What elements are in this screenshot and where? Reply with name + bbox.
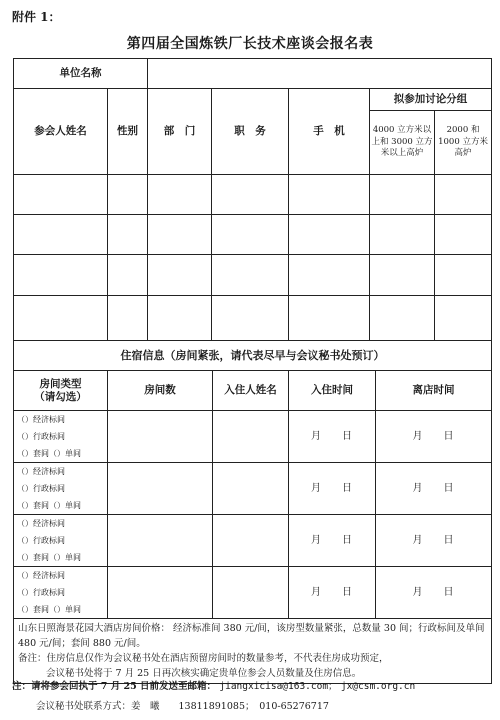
room-type-options [14,515,108,567]
position-cell[interactable] [212,296,289,341]
email-primary[interactable]: jiangxicisa@163.com； [219,681,338,692]
attachment-label: 附件 1： [12,10,61,24]
checkout-date-cell[interactable] [376,463,492,515]
group-option-small-furnace: 2000 和 1000 立方米高炉 [435,111,492,175]
attendee-name-cell[interactable] [14,296,108,341]
attendee-row [14,255,492,296]
registration-table [13,58,492,341]
accommodation-table [13,340,492,684]
accommodation-row [14,411,492,463]
col-room-type-label: 房间类型 [39,377,82,390]
gender-cell[interactable] [108,255,148,296]
phone-cell[interactable] [289,255,370,296]
checkin-date-cell[interactable] [289,411,376,463]
accommodation-row [14,515,492,567]
group-a-cell[interactable] [370,215,435,255]
col-attendee-name: 参会人姓名 [14,89,108,175]
form-title: 第四届全国炼铁厂长技术座谈会报名表 [126,36,374,52]
hotel-notes [14,619,492,684]
day-label: 日 [443,482,455,494]
hotel-price-line: 山东日照海景花园大酒店房间价格： 经济标准间 380 元/间，该房型数量紧张，总数量 30 间；行政标间及单间 480 元/间；套间 880 元/间。 [18,623,485,649]
guest-name-cell[interactable] [213,567,289,619]
accommodation-row [14,567,492,619]
department-cell[interactable] [148,215,212,255]
department-cell[interactable] [148,296,212,341]
checkin-date-cell[interactable] [289,515,376,567]
group-a-cell[interactable] [370,296,435,341]
room-option-suite-single[interactable]: （）套间（）单间 [17,605,81,614]
month-label: 月 [412,586,424,598]
checkout-date-cell[interactable] [376,515,492,567]
email-secondary[interactable]: jx@csm.org.cn [340,681,416,692]
phone-cell[interactable] [289,175,370,215]
room-type-options [14,567,108,619]
department-cell[interactable] [148,255,212,296]
room-type-options [14,411,108,463]
attendee-name-cell[interactable] [14,255,108,296]
accommodation-section-title: 住宿信息（房间紧张，请代表尽早与会议秘书处预订） [14,341,492,371]
phone-cell[interactable] [289,296,370,341]
col-department: 部 门 [148,89,212,175]
room-option-executive[interactable]: （）行政标间 [17,588,65,597]
room-option-suite-single[interactable]: （）套间（）单间 [17,501,81,510]
room-option-economy[interactable]: （）经济标间 [17,415,65,424]
position-cell[interactable] [212,215,289,255]
room-option-economy[interactable]: （）经济标间 [17,519,65,528]
room-option-executive[interactable]: （）行政标间 [17,536,65,545]
unit-name-label: 单位名称 [14,59,148,89]
month-label: 月 [311,430,322,442]
department-cell[interactable] [148,175,212,215]
room-option-executive[interactable]: （）行政标间 [17,432,65,441]
gender-cell[interactable] [108,296,148,341]
group-b-cell[interactable] [435,255,492,296]
guest-name-cell[interactable] [213,463,289,515]
accommodation-row [14,463,492,515]
room-option-executive[interactable]: （）行政标间 [17,484,65,493]
col-gender: 性别 [108,89,148,175]
gender-cell[interactable] [108,215,148,255]
attendee-name-cell[interactable] [14,175,108,215]
col-phone: 手 机 [289,89,370,175]
room-option-economy[interactable]: （）经济标间 [17,467,65,476]
col-position: 职 务 [212,89,289,175]
room-option-suite-single[interactable]: （）套间（）单间 [17,553,81,562]
group-a-cell[interactable] [370,255,435,296]
day-label: 日 [342,586,353,598]
room-count-cell[interactable] [108,567,213,619]
month-label: 月 [412,482,424,494]
month-label: 月 [412,534,424,546]
position-cell[interactable] [212,255,289,296]
remark-line: 备注：住房信息仅作为会议秘书处在酒店预留房间时的数量参考，不代表住房成功预定， [18,653,389,664]
room-option-suite-single[interactable]: （）套间（）单间 [17,449,81,458]
room-count-cell[interactable] [108,411,213,463]
attendee-row [14,296,492,341]
room-count-cell[interactable] [108,515,213,567]
room-count-cell[interactable] [108,463,213,515]
month-label: 月 [412,430,424,442]
checkin-date-cell[interactable] [289,567,376,619]
group-option-large-furnace: 4000 立方米以上和 3000 立方米以上高炉 [370,111,435,175]
remark-line-2: 会议秘书处将于 7 月 25 日再次核实确定贵单位参会人员数量及住房信息。 [46,668,362,679]
day-label: 日 [342,430,353,442]
col-checkin: 入住时间 [289,371,376,411]
checkout-date-cell[interactable] [376,567,492,619]
group-b-cell[interactable] [435,296,492,341]
position-cell[interactable] [212,175,289,215]
attendee-name-cell[interactable] [14,215,108,255]
guest-name-cell[interactable] [213,515,289,567]
col-room-count: 房间数 [108,371,213,411]
guest-name-cell[interactable] [213,411,289,463]
unit-name-field[interactable] [148,59,492,89]
month-label: 月 [311,586,322,598]
day-label: 日 [342,482,353,494]
room-type-options [14,463,108,515]
attendee-row [14,215,492,255]
col-checkout: 离店时间 [376,371,492,411]
phone-cell[interactable] [289,215,370,255]
group-b-cell[interactable] [435,215,492,255]
col-room-type-hint: （请勾选） [34,390,87,403]
day-label: 日 [443,586,455,598]
month-label: 月 [311,482,322,494]
group-a-cell[interactable] [370,175,435,215]
checkin-date-cell[interactable] [289,463,376,515]
month-label: 月 [311,534,322,546]
attendee-row [14,175,492,215]
col-discussion-group: 拟参加讨论分组 [370,89,492,111]
contact-info: 会议秘书处联系方式：姜 曦 13811891085； 010-65276717 [36,701,329,712]
day-label: 日 [443,534,455,546]
col-room-type [14,371,108,411]
room-option-economy[interactable]: （）经济标间 [17,571,65,580]
submission-text: 注：请将参会回执于 7 月 25 日前发送至邮箱： [12,681,217,692]
day-label: 日 [443,430,455,442]
day-label: 日 [342,534,353,546]
col-guest-name: 入住人姓名 [213,371,289,411]
group-b-cell[interactable] [435,175,492,215]
submission-note [12,678,415,692]
checkout-date-cell[interactable] [376,411,492,463]
gender-cell[interactable] [108,175,148,215]
